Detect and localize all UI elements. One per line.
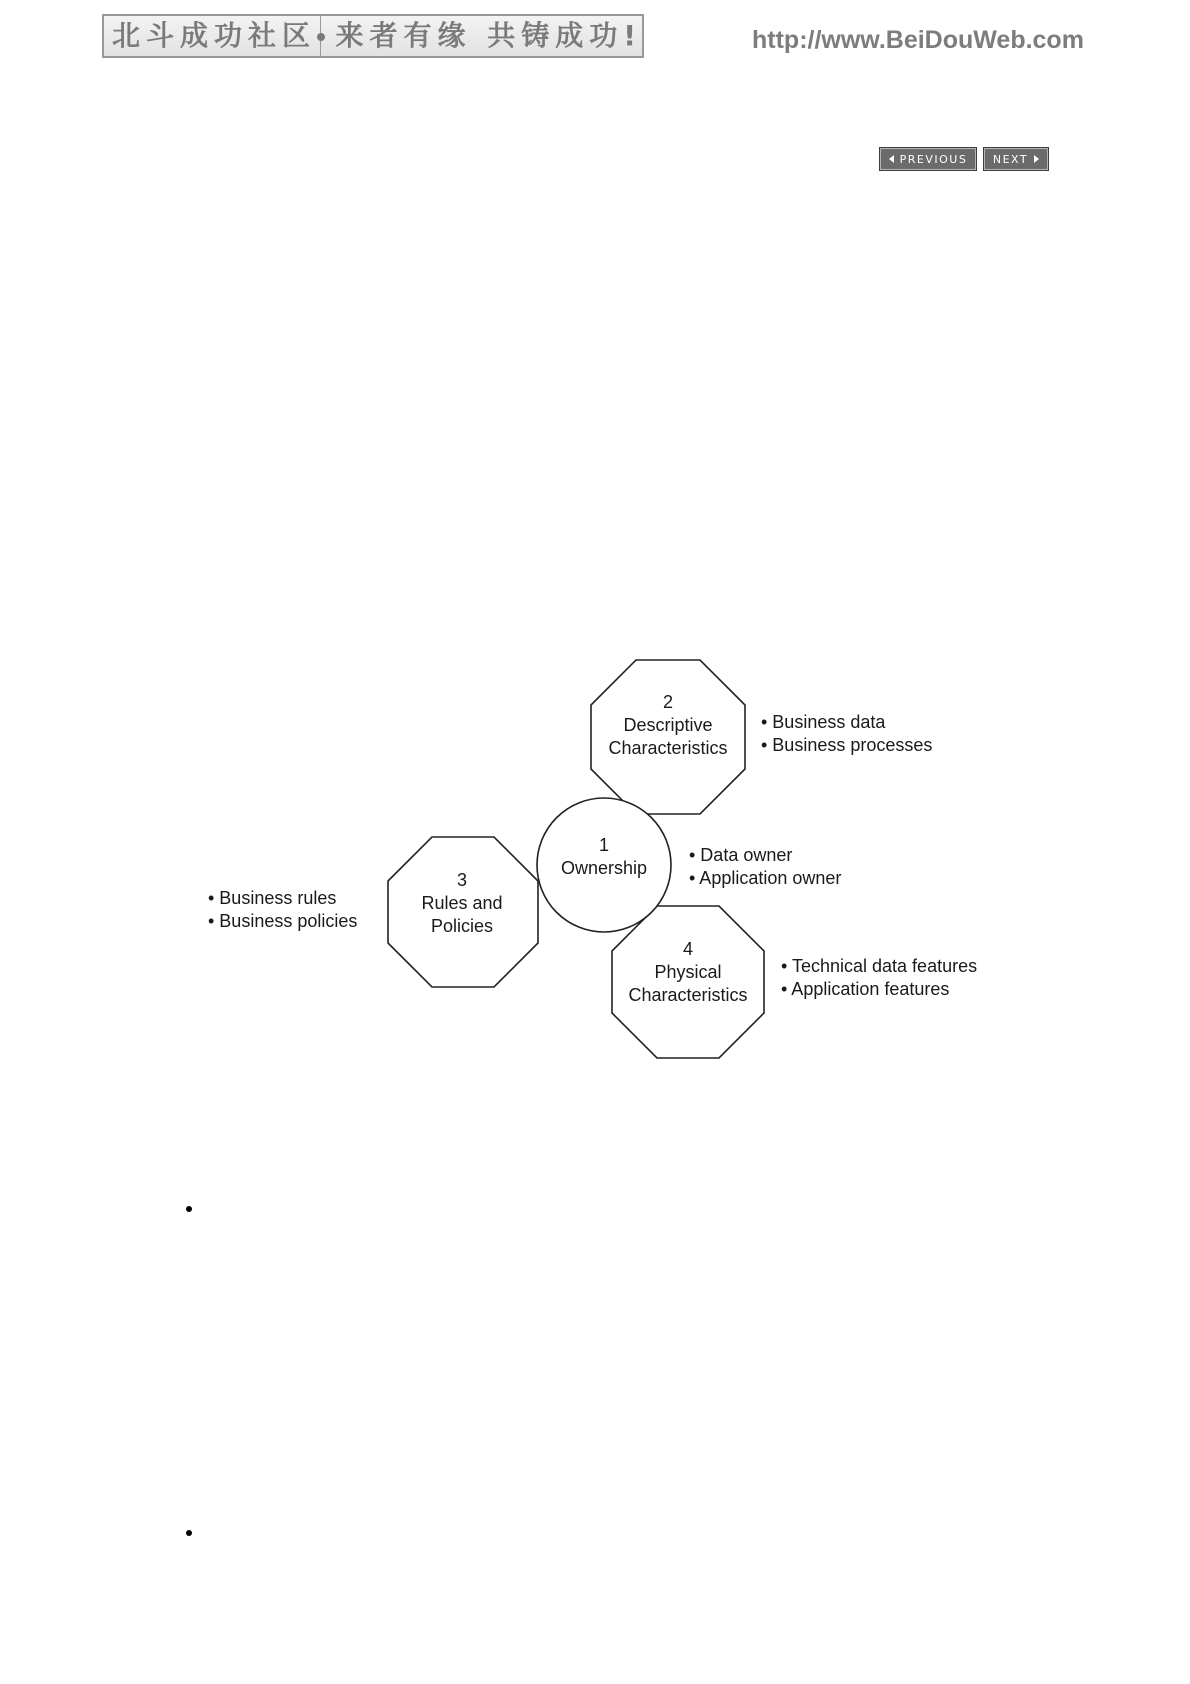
node-3-bullet-1: • Business rules: [208, 888, 337, 908]
node-4-bullet-2: • Application features: [781, 979, 950, 999]
node-4-label-line-2: Characteristics: [628, 985, 748, 1005]
node-2-number: 2: [662, 692, 674, 712]
previous-label: PREVIOUS: [899, 152, 968, 166]
site-url[interactable]: http://www.BeiDouWeb.com: [752, 26, 1084, 54]
node-1-label-line-1: Ownership: [560, 858, 648, 878]
node-4-label-line-1: Physical: [654, 962, 722, 982]
node-3-number: 3: [456, 870, 468, 890]
node-2-label-line-1: Descriptive: [623, 715, 713, 735]
node-1-bullet-1: • Data owner: [689, 845, 793, 865]
node-2-bullet-1: • Business data: [761, 712, 886, 732]
node-2-bullet-2: • Business processes: [761, 735, 933, 755]
list-bullet: [186, 1530, 192, 1536]
node-1-number: 1: [598, 835, 610, 855]
node-3-label-line-1: Rules and: [421, 893, 503, 913]
node-4-octagon: [612, 906, 764, 1058]
node-1-bullet-2: • Application owner: [689, 868, 842, 888]
node-2-label-line-2: Characteristics: [608, 738, 728, 758]
list-bullet: [186, 1206, 192, 1212]
node-3-label-line-2: Policies: [430, 916, 494, 936]
node-4-bullet-1: • Technical data features: [781, 956, 978, 976]
node-4-number: 4: [682, 939, 694, 959]
node-2-octagon: [591, 660, 745, 814]
node-3-bullet-2: • Business policies: [208, 911, 358, 931]
banner-left-text: 北斗成功社区: [112, 19, 317, 52]
banner-right-text: 来者有缘 共铸成功!: [335, 19, 642, 52]
next-label: NEXT: [992, 152, 1029, 166]
